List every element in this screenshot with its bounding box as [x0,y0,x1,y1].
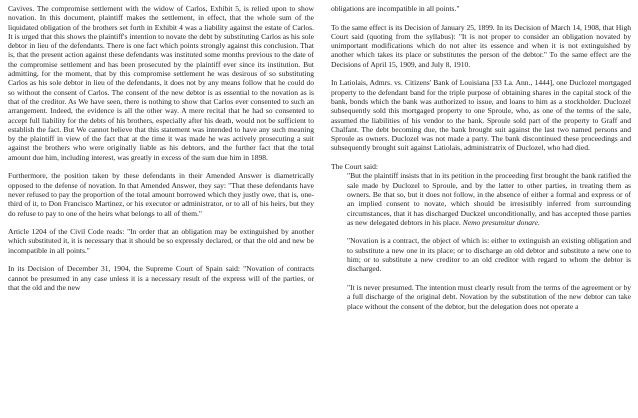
latin-maxim: Nemo presumitur donare. [462,217,540,227]
court-said-heading: The Court said: [331,162,378,172]
quote-ratified-sale [347,171,631,227]
paragraph-continued-quote: obligations are incompatible in all points." [331,4,460,13]
right-column [331,4,631,311]
paragraph-amended-answer: Furthermore, the position taken by these defendants in their Amended Answer is diametrically opposed to the defense of novation. In that Amended Answer, they say: "That these defendants have never refused to pay the proportion of the total amount borrowed which they justly owe, that is, one-third of it, to Don Francisco Martinez, or his executor or administrator, or to all of his heirs, but they do refuse to pay to one of the heirs what belongs to all of them." [8,171,314,218]
left-column [8,4,314,292]
paragraph-compromise-settlement: Cavives. The compromise settlement with the widow of Carlos, Exhibit 5, is relied upon to show novation. In this document, plaintiff makes the settlement, in effect, that the whole sum of the liquidated obligation of the brothers set forth in Exhibit 4 was a liability against the estate of Carlos. It is urged that this shows the plaintiff's intention to novate the debt by substituting Carlos as his sole debtor in lieu of the defendants. There is one fact which points strongly against this conclusion. That is, that the present action against these defendants was instituted some months previous to the date of the compromise settlement and has been prosecuted by the plaintiff ever since its institution. But admitting, for the moment, that by this compromise settlement he was desirous of so substituting Carlos as his sole debtor in lieu of the defendants, it does not by any means follow that he could do so without the consent of Carlos. The consent of the new debtor is as essential to the novation as is that of the creditor. As We have seen, there is nothing to show that Carlos ever consented to such an arrangement. Indeed, the evidence is all the other way. A mere recital that he had so consented to accept full liability for the debts of his brothers, especially after his death, would not be sufficient to establish the fact. But We cannot believe that this statement was intended to have any such meaning by the plaintiff in view of the fact that at the time it was made he was actively prosecuting a suit against the brothers who were originally liable as his debtors, and the further fact that the total amount due him, including interest, was greatly in excess of the sum due him in 1898. [8,4,314,162]
quote-never-presumed: "It is never presumed. The intention must clearly result from the terms of the agreement or by a full discharge of the original debt. Novation by the substitution of the new debtor can take place without the consent of the debtor, but the delegation does not operate a [347,282,631,311]
paragraph-article-1204: Article 1204 of the Civil Code reads: "In order that an obligation may be extinguished by another which substituted it, it is necessary that it should be so expressly declared, or that the old and new be incompatible in all points." [8,227,314,255]
quote-novation-definition: "Novation is a contract, the object of which is: either to extinguish an existing obligation and to substitute a new one in its place; or to discharge an old debtor and substitute a new one to him; or to substitute a new creditor to an old creditor with regard to whom the debtor is discharged. [347,236,631,274]
paragraph-latiolais-case: In Latiolais, Admrs. vs. Citizens' Bank of Louisiana [33 La. Ann., 1444], one Duclozel mortgaged property to the defendant band for the triple purpose of obtaining shares in the capital stock of the bank, bonds which the bank was authorized to issue, and loans to him as a stockholder. Duclozel subsequently sold this mortgaged property to one Sproule, who, as one of the terms of the sale, assumed the liabilities of his vendor to the bank. Sproule sold part of the property to Graff and Chalfant. The debt becoming due, the bank brought suit against the last two named persons and Sproule as owners. Duclozel was not made a party. The bank discontinued these proceedings and subsequently brought suit against Latiolais, administratrix of Duclozel, who had died. [331,78,631,153]
paragraph-decision-1899: To the same effect is its Decision of January 25, 1899. In its Decision of March 14, 1908, that High Court said (quoting from the syllabus): "It is not proper to consider an obligation novated by unimportant modifications which do not alter its essence and when it is not extinguished by another which takes its place or substitutes the person of the debtor." To the same effect are the Decisions of April 15, 1909, and July 8, 1910. [331,22,631,69]
paragraph-decision-1904: In its Decision of December 31, 1904, the Supreme Court of Spain said: "Novation of contracts cannot be presumed in any case unless it is a necessary result of the express will of the parties, or that the old and the new [8,264,314,292]
quote-ratified-sale-text: "But the plaintiff insists that in its petition in the proceeding first brought the bank ratified the sale made by Duclozel to Sproule, and by the latter to other parties, in treating them as owners. Be that so, but it does not follow, in the absence of either a formal and express or of an implied consent to novate, which should be irresistibly inferred from surrounding circumstances, that it has discharged Duckzel unconditionally, and has accepted those parties as new delegated debtors in his place. [347,171,631,227]
